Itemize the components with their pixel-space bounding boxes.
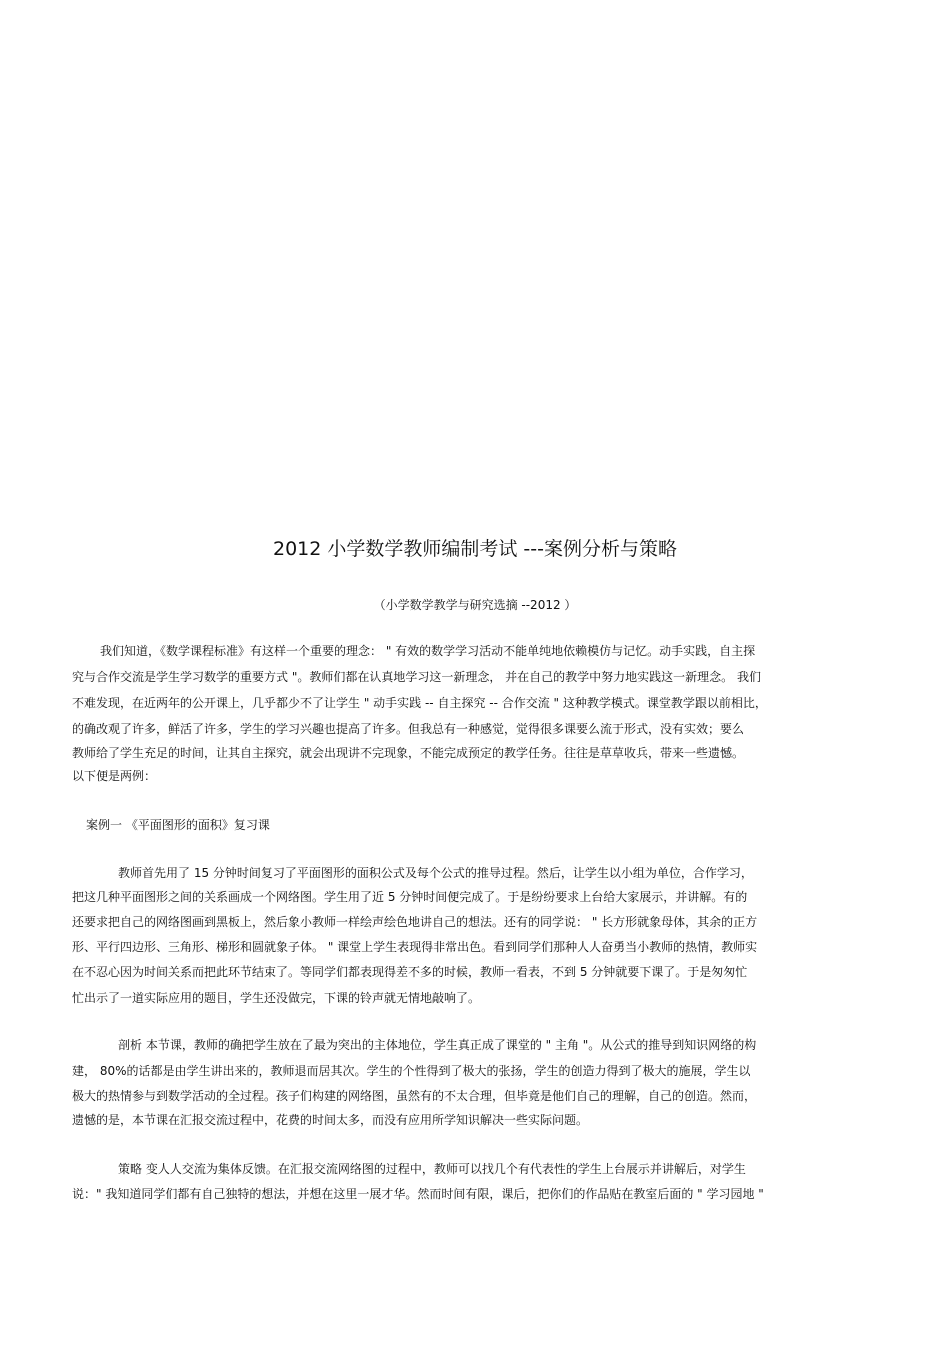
paragraph-intro-line-2: 究与合作交流是学生学习数学的重要方式 "。教师们都在认真地学习这一新理念， 并在自己的教学中努力地实践这一新理念。 我们 (72, 670, 761, 684)
case-one-line-1: 教师首先用了 15 分钟时间复习了平面图形的面积公式及每个公式的推导过程。然后，让学生以小组为单位，合作学习， (118, 866, 753, 880)
strategy-line-1: 策略 变人人交流为集体反馈。在汇报交流网络图的过程中，教师可以找几个有代表性的学生上台展示并讲解后，对学生 (118, 1162, 746, 1176)
analysis-line-2: 建， 80%的话都是由学生讲出来的，教师退而居其次。学生的个性得到了极大的张扬，学生的创造力得到了极大的施展，学生以 (72, 1064, 751, 1078)
case-one-heading: 案例一 《平面图形的面积》复习课 (86, 818, 270, 832)
paragraph-intro-line-1: 我们知道，《数学课程标准》有这样一个重要的理念： " 有效的数学学习活动不能单纯地依赖模仿与记忆。动手实践，自主探 (100, 644, 756, 658)
case-one-line-4: 形、平行四边形、三角形、梯形和圆就象子体。 " 课堂上学生表现得非常出色。看到同学们那种人人奋勇当小教师的热情，教师实 (72, 940, 758, 954)
paragraph-intro-line-6: 以下便是两例： (72, 769, 157, 783)
strategy-line-2: 说：" 我知道同学们都有自己独特的想法，并想在这里一展才华。然而时间有限，课后，把你们的作品贴在教室后面的 " 学习园地 " (72, 1187, 764, 1201)
document-subtitle: （小学数学教学与研究选摘 --2012 ） (373, 598, 577, 612)
case-one-line-2: 把这几种平面图形之间的关系画成一个网络图。学生用了近 5 分钟时间便完成了。于是纷纷要求上台给大家展示，并讲解。有的 (72, 890, 748, 904)
paragraph-intro-line-3: 不难发现，在近两年的公开课上，几乎都少不了让学生 " 动手实践 -- 自主探究 -- 合作交流 " 这种教学模式。课堂教学跟以前相比， (72, 696, 767, 710)
paragraph-intro-line-5: 教师给了学生充足的时间，让其自主探究，就会出现讲不完现象，不能完成预定的教学任务。往往是草草收兵，带来一些遗憾。 (72, 746, 745, 760)
analysis-line-1: 剖析 本节课，教师的确把学生放在了最为突出的主体地位，学生真正成了课堂的 " 主角 "。从公式的推导到知识网络的构 (118, 1038, 757, 1052)
case-one-line-3: 还要求把自己的网络图画到黑板上，然后象小教师一样绘声绘色地讲自己的想法。还有的同学说： " 长方形就象母体，其余的正方 (72, 915, 758, 929)
case-one-line-5: 在不忍心因为时间关系而把此环节结束了。等同学们都表现得差不多的时候，教师一看表，不到 5 分钟就要下课了。于是匆匆忙 (72, 965, 748, 979)
case-one-line-6: 忙出示了一道实际应用的题目，学生还没做完，下课的铃声就无情地敲响了。 (72, 991, 481, 1005)
analysis-line-3: 极大的热情参与到数学活动的全过程。孩子们构建的网络图，虽然有的不太合理，但毕竟是他们自己的理解，自己的创造。然而， (72, 1089, 757, 1103)
analysis-line-4: 遗憾的是，本节课在汇报交流过程中，花费的时间太多，而没有应用所学知识解决一些实际问题。 (72, 1113, 589, 1127)
paragraph-intro-line-4: 的确改观了许多，鲜活了许多，学生的学习兴趣也提高了许多。但我总有一种感觉，觉得很多课要么流于形式，没有实效；要么 (72, 722, 745, 736)
document-title: 2012 小学数学教师编制考试 ---案例分析与策略 (272, 538, 677, 560)
